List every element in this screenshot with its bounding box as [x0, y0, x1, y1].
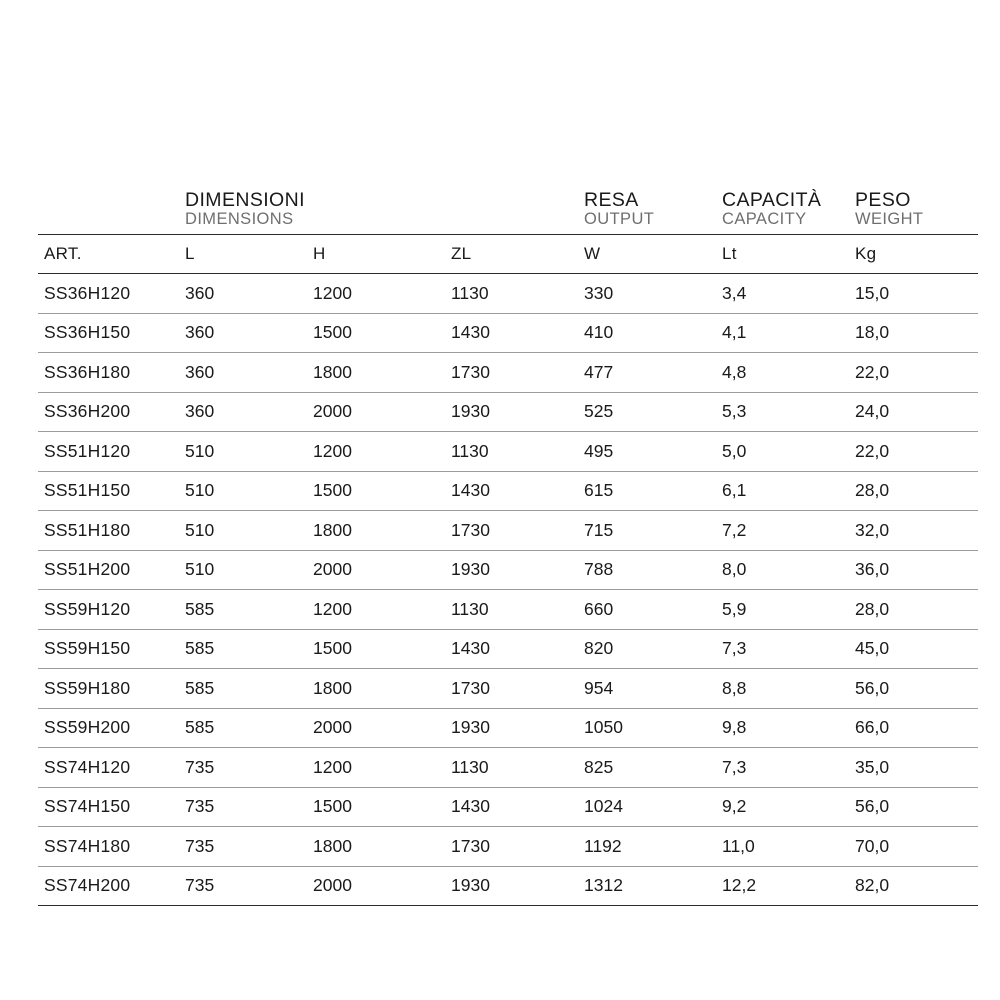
group-header-output-italian: RESA	[584, 188, 639, 211]
cell-kg: 24,0	[853, 392, 978, 432]
group-header-empty	[38, 170, 183, 235]
cell-lt: 5,0	[720, 432, 853, 472]
cell-art: SS51H200	[38, 550, 183, 590]
cell-h: 1800	[311, 353, 449, 393]
cell-art: SS74H200	[38, 866, 183, 906]
table-row	[38, 550, 978, 590]
cell-w: 788	[582, 550, 720, 590]
cell-zl: 1130	[449, 274, 582, 314]
table-row	[38, 748, 978, 788]
cell-kg: 22,0	[853, 432, 978, 472]
cell-h: 2000	[311, 392, 449, 432]
cell-zl: 1130	[449, 432, 582, 472]
group-header-capacity-italian: CAPACITÀ	[722, 188, 822, 211]
cell-art: SS59H120	[38, 590, 183, 630]
group-header-capacity	[720, 170, 853, 235]
group-header-output-english: OUTPUT	[584, 209, 655, 228]
table-row	[38, 353, 978, 393]
table-row	[38, 590, 978, 630]
cell-w: 1050	[582, 708, 720, 748]
cell-lt: 12,2	[720, 866, 853, 906]
cell-art: SS74H150	[38, 787, 183, 827]
group-header-capacity-english: CAPACITY	[722, 209, 807, 228]
cell-l: 585	[183, 669, 311, 709]
cell-zl: 1730	[449, 669, 582, 709]
cell-kg: 66,0	[853, 708, 978, 748]
table-column-header-row	[38, 235, 978, 274]
group-header-dimensions-english: DIMENSIONS	[185, 209, 294, 228]
cell-zl: 1430	[449, 629, 582, 669]
cell-l: 585	[183, 590, 311, 630]
cell-art: SS59H150	[38, 629, 183, 669]
cell-l: 510	[183, 511, 311, 551]
cell-kg: 28,0	[853, 471, 978, 511]
cell-h: 1500	[311, 787, 449, 827]
cell-h: 2000	[311, 708, 449, 748]
cell-l: 735	[183, 866, 311, 906]
cell-h: 2000	[311, 550, 449, 590]
cell-w: 615	[582, 471, 720, 511]
group-header-dimensions-italian: DIMENSIONI	[185, 188, 305, 211]
cell-l: 510	[183, 471, 311, 511]
cell-zl: 1130	[449, 748, 582, 788]
cell-zl: 1730	[449, 353, 582, 393]
table-row	[38, 629, 978, 669]
cell-zl: 1930	[449, 392, 582, 432]
cell-h: 1200	[311, 432, 449, 472]
cell-art: SS51H120	[38, 432, 183, 472]
cell-lt: 9,2	[720, 787, 853, 827]
cell-h: 1200	[311, 590, 449, 630]
cell-kg: 28,0	[853, 590, 978, 630]
cell-w: 1312	[582, 866, 720, 906]
cell-h: 1500	[311, 313, 449, 353]
table-row	[38, 708, 978, 748]
cell-lt: 8,0	[720, 550, 853, 590]
cell-art: SS51H180	[38, 511, 183, 551]
cell-w: 495	[582, 432, 720, 472]
table-row	[38, 274, 978, 314]
cell-kg: 22,0	[853, 353, 978, 393]
cell-l: 360	[183, 353, 311, 393]
table-row	[38, 313, 978, 353]
cell-h: 1500	[311, 629, 449, 669]
cell-zl: 1930	[449, 708, 582, 748]
cell-w: 1024	[582, 787, 720, 827]
cell-lt: 7,2	[720, 511, 853, 551]
cell-h: 1800	[311, 511, 449, 551]
cell-kg: 82,0	[853, 866, 978, 906]
group-header-weight	[853, 170, 978, 235]
cell-art: SS36H150	[38, 313, 183, 353]
cell-kg: 18,0	[853, 313, 978, 353]
cell-art: SS51H150	[38, 471, 183, 511]
table-row	[38, 827, 978, 867]
column-header-h: H	[311, 235, 449, 274]
cell-zl: 1130	[449, 590, 582, 630]
column-header-art: ART.	[38, 235, 183, 274]
cell-art: SS59H180	[38, 669, 183, 709]
cell-lt: 7,3	[720, 748, 853, 788]
cell-zl: 1430	[449, 313, 582, 353]
cell-l: 360	[183, 274, 311, 314]
table-row	[38, 669, 978, 709]
cell-zl: 1730	[449, 511, 582, 551]
table-row	[38, 866, 978, 906]
cell-art: SS74H120	[38, 748, 183, 788]
cell-h: 1200	[311, 274, 449, 314]
cell-lt: 9,8	[720, 708, 853, 748]
cell-l: 585	[183, 629, 311, 669]
cell-art: SS36H180	[38, 353, 183, 393]
table-row	[38, 511, 978, 551]
cell-lt: 3,4	[720, 274, 853, 314]
cell-kg: 15,0	[853, 274, 978, 314]
cell-w: 715	[582, 511, 720, 551]
cell-l: 735	[183, 827, 311, 867]
cell-kg: 35,0	[853, 748, 978, 788]
table-row	[38, 392, 978, 432]
cell-lt: 5,3	[720, 392, 853, 432]
group-header-dimensions	[183, 170, 582, 235]
cell-lt: 4,1	[720, 313, 853, 353]
cell-lt: 7,3	[720, 629, 853, 669]
cell-h: 1800	[311, 669, 449, 709]
specifications-table	[38, 170, 978, 906]
cell-w: 660	[582, 590, 720, 630]
cell-w: 330	[582, 274, 720, 314]
table-group-header-row	[38, 170, 978, 235]
cell-zl: 1930	[449, 550, 582, 590]
cell-kg: 32,0	[853, 511, 978, 551]
cell-h: 2000	[311, 866, 449, 906]
cell-lt: 8,8	[720, 669, 853, 709]
cell-l: 585	[183, 708, 311, 748]
cell-kg: 36,0	[853, 550, 978, 590]
cell-w: 525	[582, 392, 720, 432]
column-header-l: L	[183, 235, 311, 274]
cell-lt: 5,9	[720, 590, 853, 630]
column-header-lt: Lt	[720, 235, 853, 274]
cell-kg: 45,0	[853, 629, 978, 669]
cell-w: 410	[582, 313, 720, 353]
group-header-output	[582, 170, 720, 235]
table-row	[38, 787, 978, 827]
cell-lt: 6,1	[720, 471, 853, 511]
cell-kg: 70,0	[853, 827, 978, 867]
cell-w: 954	[582, 669, 720, 709]
cell-art: SS59H200	[38, 708, 183, 748]
table-body	[38, 274, 978, 906]
group-header-weight-italian: PESO	[855, 188, 911, 211]
cell-art: SS36H120	[38, 274, 183, 314]
cell-lt: 4,8	[720, 353, 853, 393]
cell-zl: 1430	[449, 787, 582, 827]
cell-art: SS74H180	[38, 827, 183, 867]
table-row	[38, 471, 978, 511]
cell-zl: 1730	[449, 827, 582, 867]
cell-l: 360	[183, 392, 311, 432]
group-header-weight-english: WEIGHT	[855, 209, 924, 228]
table-row	[38, 432, 978, 472]
cell-w: 1192	[582, 827, 720, 867]
cell-kg: 56,0	[853, 669, 978, 709]
cell-zl: 1930	[449, 866, 582, 906]
column-header-w: W	[582, 235, 720, 274]
cell-l: 510	[183, 550, 311, 590]
cell-art: SS36H200	[38, 392, 183, 432]
cell-l: 735	[183, 748, 311, 788]
cell-w: 477	[582, 353, 720, 393]
cell-w: 820	[582, 629, 720, 669]
cell-kg: 56,0	[853, 787, 978, 827]
column-header-kg: Kg	[853, 235, 978, 274]
cell-h: 1200	[311, 748, 449, 788]
cell-lt: 11,0	[720, 827, 853, 867]
cell-l: 360	[183, 313, 311, 353]
cell-h: 1500	[311, 471, 449, 511]
column-header-zl: ZL	[449, 235, 582, 274]
cell-l: 510	[183, 432, 311, 472]
cell-zl: 1430	[449, 471, 582, 511]
cell-h: 1800	[311, 827, 449, 867]
cell-w: 825	[582, 748, 720, 788]
cell-l: 735	[183, 787, 311, 827]
